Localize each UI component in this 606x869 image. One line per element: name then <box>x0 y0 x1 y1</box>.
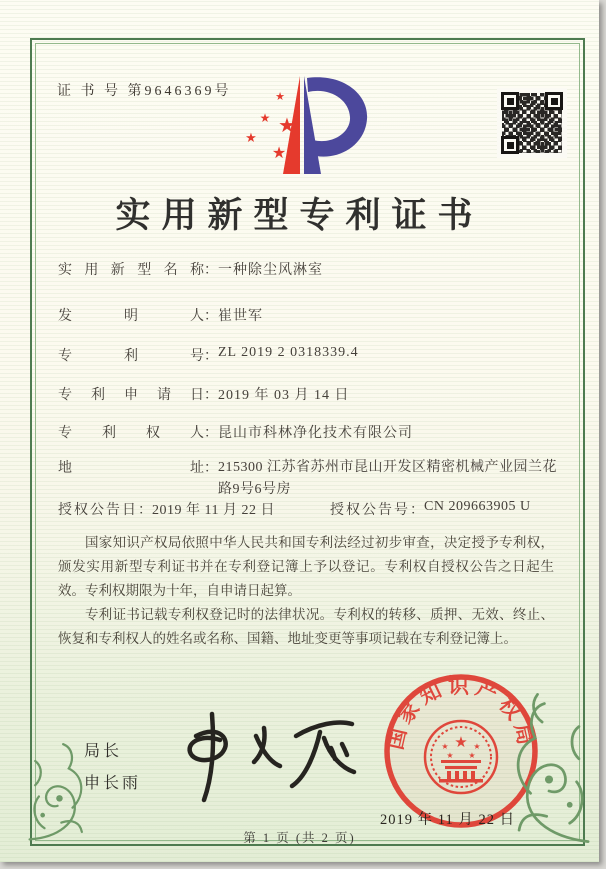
field-value: 2019 年 11 月 22 日 <box>152 503 275 518</box>
svg-text:★: ★ <box>473 742 481 751</box>
corner-ornament-left-icon <box>24 730 136 848</box>
field-value: ZL 2019 2 0318339.4 <box>218 345 359 360</box>
seal-text: 国家知识产权局 <box>383 673 539 752</box>
field-inventor <box>58 305 263 325</box>
field-label: 实用新型名称 <box>58 263 204 278</box>
field-label: 地址 <box>58 461 204 476</box>
body-paragraph-1: 国家知识产权局依照中华人民共和国专利法经过初步审查，决定授予专利权，颁发实用新型专利证书并在专利登记簿上予以登记。专利权自授权公告之日起生效。专利权期限为十年，自申请日起算。 <box>58 535 554 599</box>
svg-text:★: ★ <box>441 742 449 751</box>
certificate-body <box>58 531 554 651</box>
certificate-number: 证 书 号 第9646369号 <box>57 84 232 99</box>
svg-text:★: ★ <box>245 130 257 145</box>
field-colon: ： <box>204 388 218 403</box>
qr-finder-top-right <box>545 92 563 110</box>
field-colon: ： <box>204 263 218 278</box>
field-utility-model-name <box>58 259 323 279</box>
field-colon: ： <box>204 426 218 441</box>
cnipa-logo-icon <box>226 70 378 182</box>
field-filing-date <box>58 384 350 404</box>
page-title: 实用新型专利证书 <box>115 196 484 235</box>
field-label: 专利申请日 <box>58 388 204 403</box>
page-number: 第 1 页 (共 2 页) <box>243 831 356 845</box>
field-address <box>58 457 570 500</box>
field-label: 专利权人 <box>58 426 204 441</box>
svg-text:★: ★ <box>468 751 476 760</box>
field-label: 授权公告号 <box>330 503 410 518</box>
svg-text:★: ★ <box>454 735 468 751</box>
qr-finder-bottom-left <box>501 136 519 154</box>
field-colon: ： <box>410 503 424 518</box>
seal-date: 2019 年 11 月 22 日 <box>380 812 516 828</box>
field-colon: ： <box>204 461 218 476</box>
field-colon: ： <box>204 349 218 364</box>
svg-text:★: ★ <box>446 751 454 760</box>
svg-text:★: ★ <box>259 111 271 125</box>
svg-text:★: ★ <box>278 115 296 137</box>
field-grant-row <box>58 499 531 519</box>
field-value: 昆山市科林净化技术有限公司 <box>218 426 413 441</box>
signatory-title: 局长 <box>84 743 123 760</box>
field-value: 崔世军 <box>218 309 263 324</box>
field-colon: ： <box>204 309 218 324</box>
qr-finder-top-left <box>501 92 519 110</box>
signatory-name: 申长雨 <box>84 775 142 792</box>
field-label: 授权公告日 <box>58 503 138 518</box>
field-grant-date <box>58 503 275 518</box>
field-patentee <box>58 422 413 442</box>
field-value: 一种除尘风淋室 <box>218 263 323 278</box>
field-label: 发明人 <box>58 309 204 324</box>
field-grant-number <box>330 499 531 519</box>
field-value: CN 209663905 U <box>424 499 531 514</box>
qr-code <box>497 88 567 158</box>
svg-text:★: ★ <box>271 145 287 162</box>
body-paragraph-2: 专利证书记载专利权登记时的法律状况。专利权的转移、质押、无效、终止、恢复和专利权人的姓名或名称、国籍、地址变更等事项记载在专利登记簿上。 <box>58 607 554 647</box>
field-value: 215300 江苏省苏州市昆山开发区精密机械产业园兰花路9号6号房 <box>218 460 557 497</box>
field-label: 专利号 <box>58 349 204 364</box>
svg-text:★: ★ <box>275 91 285 103</box>
director-signature <box>168 706 363 808</box>
field-patent-number <box>58 345 359 365</box>
field-colon: ： <box>138 503 152 518</box>
field-value: 2019 年 03 月 14 日 <box>218 388 350 403</box>
